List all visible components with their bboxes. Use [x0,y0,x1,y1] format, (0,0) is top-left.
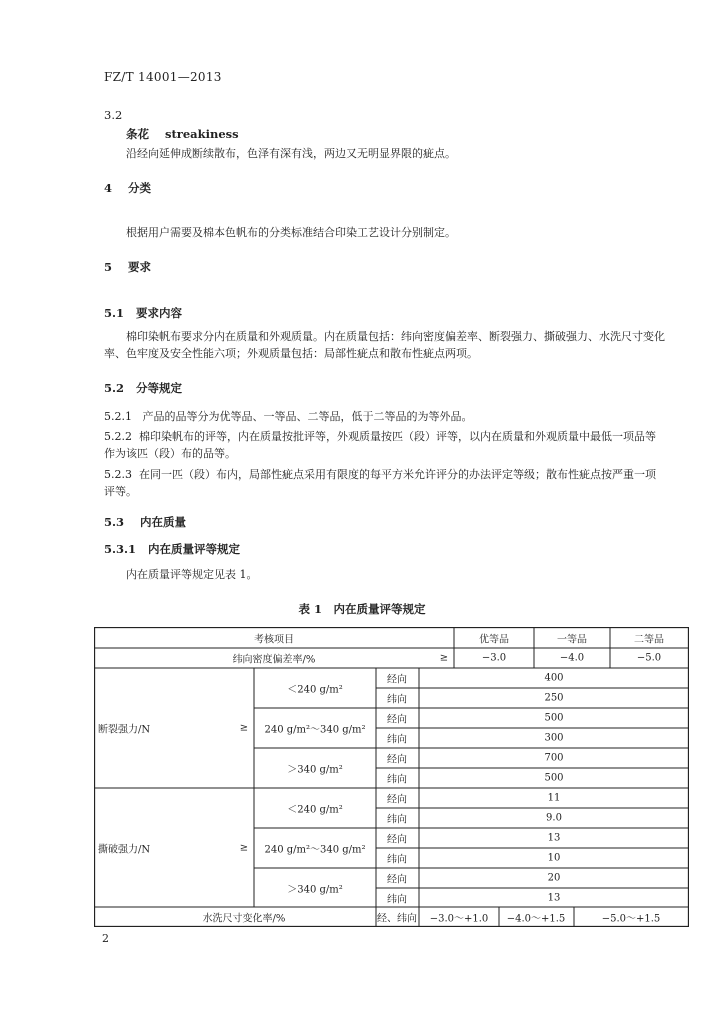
tearing-val-1b: 9.0 [546,812,562,824]
section-5-1-heading: 5.1 要求内容 [104,306,183,320]
breaking-val-3a: 700 [544,752,564,764]
breaking-dir-2a: 经向 [387,714,407,726]
section-5-3-heading: 5.3 内在质量 [104,515,187,529]
weft-density-v1: −3.0 [481,652,507,664]
section-5-2-3: 5.2.3 在同一匹（段）布内，局部性疵点采用有限度的每平方米允许评分的办法评定等级；散布性疵点按严重一项评等。 [104,468,656,498]
header-premium-grade: 优等品 [479,634,509,646]
section-5-3-1-body: 内在质量评等规定见表 1。 [126,568,258,581]
tearing-range-3: ＞340 g/m² [287,884,343,896]
section-5-2-heading: 5.2 分等规定 [104,381,183,395]
section-4-heading: 4 分类 [104,181,152,195]
tearing-dir-2b: 纬向 [387,854,407,866]
header-second-grade: 二等品 [634,634,664,646]
section-5-heading: 5 要求 [104,260,152,274]
tearing-strength-label: 撕破强力/N [98,844,151,856]
breaking-range-2: 240 g/m²～340 g/m² [264,724,366,736]
breaking-range-1: ＜240 g/m² [287,684,343,696]
breaking-dir-1a: 经向 [387,674,407,686]
breaking-dir-2b: 纬向 [387,734,407,746]
breaking-val-2a: 500 [544,712,564,724]
section-5-3-1-heading: 5.3.1 内在质量评等规定 [104,542,241,556]
weft-density-v2: −4.0 [559,652,585,664]
tearing-dir-3b: 纬向 [387,894,407,906]
tearing-val-3a: 20 [547,872,561,884]
breaking-strength-op: ≥ [239,722,249,734]
section-3-2-number: 3.2 [104,108,123,122]
page-number: 2 [102,932,109,945]
term-cn: 条花 [126,127,149,141]
breaking-dir-3a: 经向 [387,754,407,766]
tearing-val-2b: 10 [547,852,561,864]
tearing-strength-op: ≥ [239,842,249,854]
tearing-val-3b: 13 [547,892,561,904]
weft-density-v3: −5.0 [636,652,662,664]
wash-label: 水洗尺寸变化率/% [202,913,286,925]
wash-v1: −3.0～+1.0 [429,913,489,925]
tearing-val-1a: 11 [547,792,561,804]
section-5-1-body: 棉印染帆布要求分内在质量和外观质量。内在质量包括：纬向密度偏差率、断裂强力、撕破强力、水洗尺寸变化率、色牢度及安全性能六项；外观质量包括：局部性疵点和散布性疵点两项。 [104,330,665,360]
breaking-val-1b: 250 [544,692,564,704]
section-5-2-1: 5.2.1 产品的品等分为优等品、一等品、二等品，低于二等品的为等外品。 [104,410,473,423]
tearing-dir-1b: 纬向 [387,814,407,826]
tearing-val-2a: 13 [547,832,561,844]
term-definition: 沿经向延伸成断续散布，色泽有深有浅，两边又无明显界限的疵点。 [126,147,456,160]
table-1 [94,627,689,927]
tearing-dir-2a: 经向 [387,834,407,846]
breaking-dir-3b: 纬向 [387,774,407,786]
header-assessment-item: 考核项目 [254,634,294,646]
breaking-range-3: ＞340 g/m² [287,764,343,776]
term-streakiness [126,126,239,142]
breaking-val-1a: 400 [544,672,564,684]
tearing-range-2: 240 g/m²～340 g/m² [264,844,366,856]
section-4-body: 根据用户需要及棉本色帆布的分类标准结合印染工艺设计分别制定。 [126,226,456,239]
tearing-dir-3a: 经向 [387,874,407,886]
table-1-caption: 表 1 内在质量评等规定 [298,602,426,616]
wash-v3: −5.0～+1.5 [601,913,661,925]
weft-density-label: 纬向密度偏差率/% [232,654,316,666]
header-first-grade: 一等品 [557,634,587,646]
breaking-val-2b: 300 [544,732,564,744]
section-5-2-2: 5.2.2 棉印染帆布的评等，内在质量按批评等，外观质量按匹（段）评等，以内在质量和外观质量中最低一项品等作为该匹（段）布的品等。 [104,430,656,460]
tearing-dir-1a: 经向 [387,794,407,806]
weft-density-op: ≥ [439,652,449,664]
wash-v2: −4.0～+1.5 [506,913,566,925]
breaking-strength-label: 断裂强力/N [98,724,151,736]
standard-code: FZ/T 14001—2013 [104,70,222,84]
term-en: streakiness [165,127,239,141]
breaking-val-3b: 500 [544,772,564,784]
tearing-range-1: ＜240 g/m² [287,804,343,816]
wash-dir: 经、纬向 [377,913,417,925]
breaking-dir-1b: 纬向 [387,694,407,706]
